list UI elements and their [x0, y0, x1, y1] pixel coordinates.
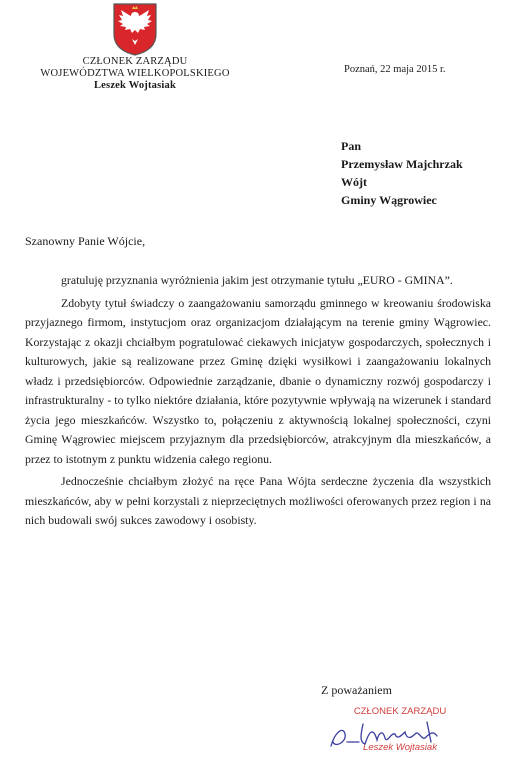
- eagle-crest-icon: [112, 2, 158, 56]
- sender-title-line1: CZŁONEK ZARZĄDU: [82, 56, 188, 67]
- recipient-line2: Przemysław Majchrzak: [341, 157, 463, 171]
- body-paragraph: Jednocześnie chciałbym złożyć na ręce Pana Wójta serdeczne życzenia dla wszystkich mieszkańców, aby w pełni korzystali z nieprzeciętnych możliwości oferowanych przez region i na nich budowali swój sukces zawodowy i osobisty.: [25, 474, 491, 527]
- recipient-line3: Wójt: [341, 175, 367, 189]
- sender-title-line2: WOJEWÓDZTWA WIELKOPOLSKIEGO: [40, 68, 230, 79]
- recipient-block: [341, 137, 463, 209]
- place-date: Poznań, 22 maja 2015 r.: [344, 64, 446, 75]
- body-paragraph: Zdobyty tytuł świadczy o zaangażowaniu samorządu gminnego w kreowaniu środowiska przyjaznego firmom, instytucjom oraz organizacjom działającym na terenie gminy Wągrowiec. Korzystając z okazji chciałbym pogratulować ciekawych inicjatyw gospodarczych, społecznych i kulturowych, jakie są realizowane przez Gminę dzięki wysiłkowi i zaangażowaniu lokalnych władz i przedsiębiorców. Odpowiednie zarządzanie, dbanie o dynamiczny rozwój gospodarczy i infrastrukturalny - to tylko niektóre działania, które pozytywnie wpływają na wizerunek i standard życia jego mieszkańców. Wszystko to, połączeniu z aktywnością lokalnej społeczności, czyni Gminę Wągrowiec miejscem przyjaznym dla przedsiębiorców, atrakcyjnym dla mieszkańców, a przez to istotnym z punktu widzenia całego regionu.: [25, 295, 491, 466]
- body-paragraph: gratuluję przyznania wyróżnienia jakim jest otrzymanie tytułu „EURO - GMINA”.: [61, 273, 453, 287]
- letter-body: [25, 271, 491, 531]
- recipient-line4: Gminy Wągrowiec: [341, 193, 437, 207]
- salutation: Szanowny Panie Wójcie,: [25, 234, 146, 248]
- stamp-title: CZŁONEK ZARZĄDU: [353, 706, 447, 717]
- recipient-line1: Pan: [341, 139, 362, 153]
- closing: Z poważaniem: [321, 683, 392, 697]
- stamp-name: Leszek Wojtasiak: [363, 742, 437, 753]
- sender-header: [0, 56, 270, 92]
- handwritten-signature: [325, 712, 455, 757]
- sender-name: Leszek Wojtasiak: [93, 80, 177, 91]
